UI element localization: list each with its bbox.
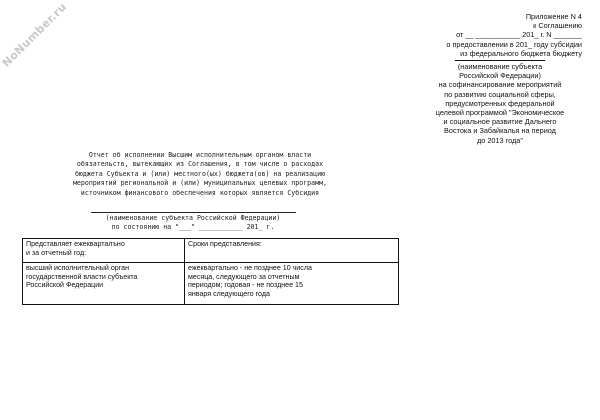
authority-line-1: высший исполнительный орган [26, 264, 130, 272]
recipient-purpose-7: до 2013 года" [477, 135, 523, 145]
reporting-schedule-table [22, 238, 399, 305]
report-title-line-1: Отчет об исполнении Высшим исполнительным органом власти [88, 151, 312, 159]
recipient-block [420, 56, 580, 145]
recipient-purpose-5: и социальное развитие Дальнего [443, 117, 557, 127]
cell-deadline-terms [185, 263, 399, 305]
recipient-purpose-1: на софинансирование мероприятий [438, 80, 562, 90]
deadline-line-4: января следующего года [188, 289, 270, 298]
report-title-line-3: бюджета Субъекта и (или) местного(ых) бюджета(ов) на реализацию [74, 169, 326, 178]
appendix-agreement: к Соглашению [533, 21, 582, 31]
deadline-line-1: ежеквартально - не позднее 10 числа [188, 264, 312, 272]
subject-block [88, 212, 298, 232]
recipient-caption-2: Российской Федерации) [459, 71, 541, 81]
report-title-line-4: мероприятий региональной и (или) муниципальных целевых программ, [72, 179, 328, 188]
table-row [23, 263, 399, 305]
authority-line-2: государственной власти субъекта [26, 272, 138, 281]
header-cell-submits [23, 239, 185, 263]
header-submits-line-2: и за отчетный год: [26, 248, 87, 257]
cell-authority [23, 263, 185, 305]
report-title-line-5: источником финансового обеспечения которых является Субсидия [80, 188, 320, 197]
table-header-row [23, 239, 399, 263]
deadline-line-3: периодом; годовая - не позднее 15 [188, 281, 303, 290]
appendix-agreement-date: от __ ___________ 201_ г. N _______ [456, 30, 582, 40]
recipient-purpose-4: целевой программой "Экономическое [435, 108, 565, 118]
subject-underline [91, 212, 296, 213]
recipient-purpose-3: предусмотренных федеральной [445, 98, 555, 108]
authority-line-3: Российской Федерации [26, 281, 104, 290]
appendix-number: Приложение N 4 [525, 12, 582, 21]
appendix-subsidy-year: о предоставлении в 201_ году субсидии [446, 39, 582, 49]
header-deadlines-label: Сроки представления: [188, 240, 262, 248]
appendix-budget: из федерального бюджета бюджету [460, 48, 582, 58]
header-cell-deadlines [185, 239, 399, 263]
header-submits-line-1: Представляет ежекварталъно [26, 240, 125, 248]
subject-caption: (наименование субъекта Российской Федерации) [105, 214, 281, 222]
report-title-line-2: обязательств, вытекающих из Соглашения, в том числе о расходах [76, 160, 324, 169]
watermark-text: NoNumber.ru [0, 0, 70, 70]
report-title [40, 151, 360, 198]
appendix-header [282, 12, 582, 58]
subject-date-line: по состоянию на "___" ___________ 201_ г. [111, 223, 275, 231]
recipient-caption-1: (наименование субъекта [457, 62, 543, 71]
recipient-underline [455, 60, 545, 61]
recipient-purpose-6: Востока и Забайкалья на период [444, 126, 556, 136]
recipient-purpose-2: по развитию социальной сферы, [444, 89, 556, 99]
deadline-line-2: месяца, следующего за отчетным [188, 272, 300, 281]
